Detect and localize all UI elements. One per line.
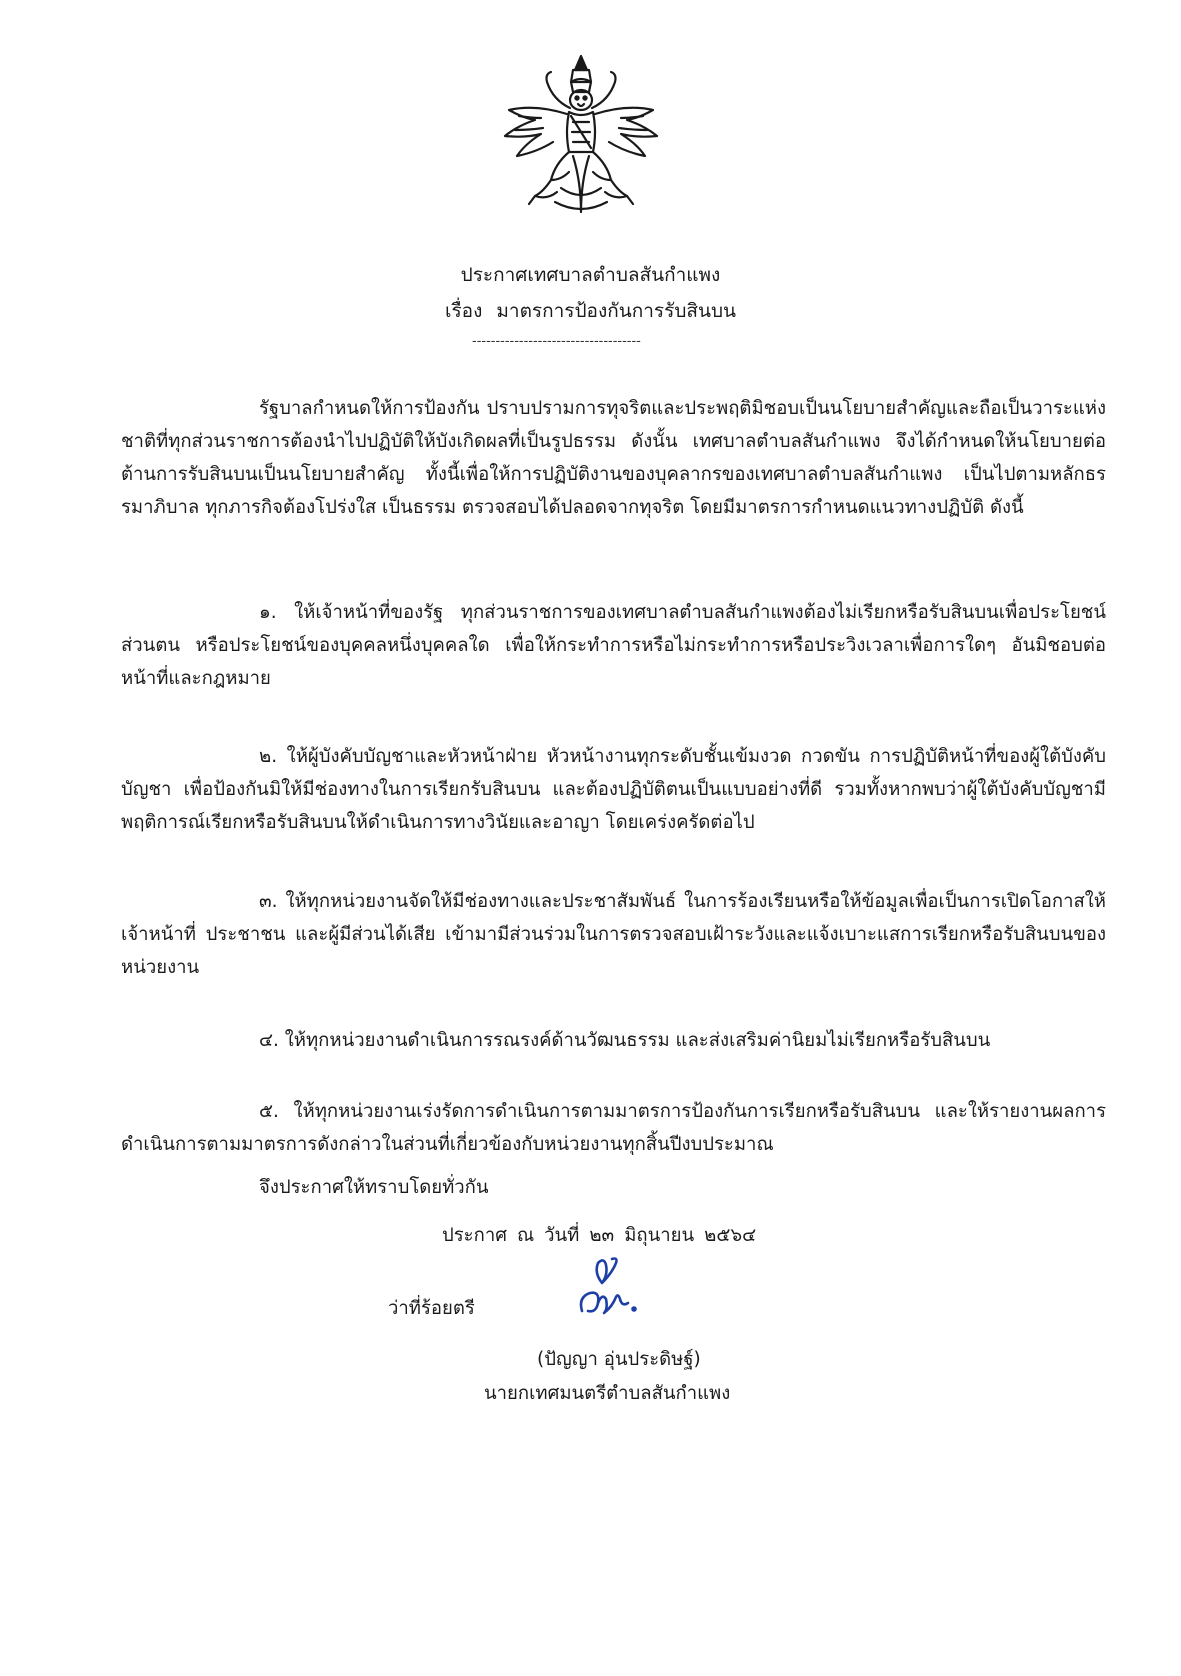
announcement-title: ประกาศเทศบาลตำบลสันกำแพง bbox=[460, 264, 721, 286]
measure-item-3: ๓. ให้ทุกหน่วยงานจัดให้มีช่องทางและประชาสัมพันธ์ ในการร้องเรียนหรือให้ข้อมูลเพื่อเป็นการเปิดโอกาสให้เจ้าหน้าที่ ประชาชน และผู้มีส่วนได้เสีย เข้ามามีส่วนร่วมในการตรวจสอบเฝ้าระวังและแจ้งเบาะแสการเรียกหรือรับสินบนของหน่วยงาน bbox=[121, 891, 1106, 978]
dateline-month: มิถุนายน bbox=[624, 1225, 695, 1246]
dateline-prefix: ประกาศ bbox=[442, 1225, 507, 1246]
dateline bbox=[442, 1221, 766, 1251]
announcement-subject bbox=[0, 296, 1181, 326]
dateline-at: ณ bbox=[516, 1225, 535, 1246]
signatory-name: (ปัญญา อุ่นประดิษฐ์) bbox=[537, 1349, 701, 1370]
header-divider: ------------------------------------ bbox=[472, 334, 641, 349]
dateline-year: ๒๕๖๔ bbox=[704, 1225, 757, 1246]
subject-text: มาตรการป้องกันการรับสินบน bbox=[496, 300, 737, 322]
signatory-rank: ว่าที่ร้อยตรี bbox=[388, 1298, 475, 1319]
closing-statement: จึงประกาศให้ทราบโดยทั่วกัน bbox=[259, 1177, 489, 1198]
measure-item-2: ๒. ให้ผู้บังคับบัญชาและหัวหน้าฝ่าย หัวหน้างานทุกระดับชั้นเข้มงวด กวดขัน การปฏิบัติหน้าที่ของผู้ใต้บังคับบัญชา เพื่อป้องกันมิให้มีช่องทางในการเรียกรับสินบน และต้องปฏิบัติตนเป็นแบบอย่างที่ดี รวมทั้งหากพบว่าผู้ใต้บังคับบัญชามีพฤติการณ์เรียกหรือรับสินบนให้ดำเนินการทางวินัยและอาญา โดยเคร่งครัดต่อไป bbox=[121, 746, 1106, 833]
dateline-day-label: วันที่ bbox=[544, 1225, 580, 1246]
subject-label: เรื่อง bbox=[444, 300, 483, 322]
intro-paragraph: รัฐบาลกำหนดให้การป้องกัน ปราบปรามการทุจริตและประพฤติมิชอบเป็นนโยบายสำคัญและถือเป็นวาระแห่งชาติที่ทุกส่วนราชการต้องนำไปปฏิบัติให้บังเกิดผลที่เป็นรูปธรรม ดังนั้น เทศบาลตำบลสันกำแพง จึงได้กำหนดให้นโยบายต่อต้านการรับสินบนเป็นนโยบายสำคัญ ทั้งนี้เพื่อให้การปฏิบัติงานของบุคลากรของเทศบาลตำบลสันกำแพง เป็นไปตามหลักธรรมาภิบาล ทุกภารกิจต้องโปร่งใส เป็นธรรม ตรวจสอบได้ปลอดจากทุจริต โดยมีมาตรการกำหนดแนวทางปฏิบัติ ดังนี้ bbox=[121, 398, 1106, 518]
measure-item-4: ๔. ให้ทุกหน่วยงานดำเนินการรณรงค์ด้านวัฒนธรรม และส่งเสริมค่านิยมไม่เรียกหรือรับสินบน bbox=[259, 1030, 991, 1051]
dateline-day: ๒๓ bbox=[589, 1225, 615, 1246]
signatory-position: นายกเทศมนตรีตำบลสันกำแพง bbox=[484, 1383, 731, 1404]
handwritten-signature-icon bbox=[572, 1253, 642, 1325]
measure-item-1: ๑. ให้เจ้าหน้าที่ของรัฐ ทุกส่วนราชการของเทศบาลตำบลสันกำแพงต้องไม่เรียกหรือรับสินบนเพื่อประโยชน์ส่วนตน หรือประโยชน์ของบุคคลหนึ่งบุคคลใด เพื่อให้กระทำการหรือไม่กระทำการหรือประวิงเวลาเพื่อการใดๆ อันมิชอบต่อหน้าที่และกฎหมาย bbox=[121, 602, 1106, 689]
garuda-emblem-icon bbox=[495, 52, 667, 220]
measure-item-5: ๕. ให้ทุกหน่วยงานเร่งรัดการดำเนินการตามมาตรการป้องกันการเรียกหรือรับสินบน และให้รายงานผลการดำเนินการตามมาตรการดังกล่าวในส่วนที่เกี่ยวข้องกับหน่วยงานทุกสิ้นปีงบประมาณ bbox=[121, 1101, 1106, 1155]
